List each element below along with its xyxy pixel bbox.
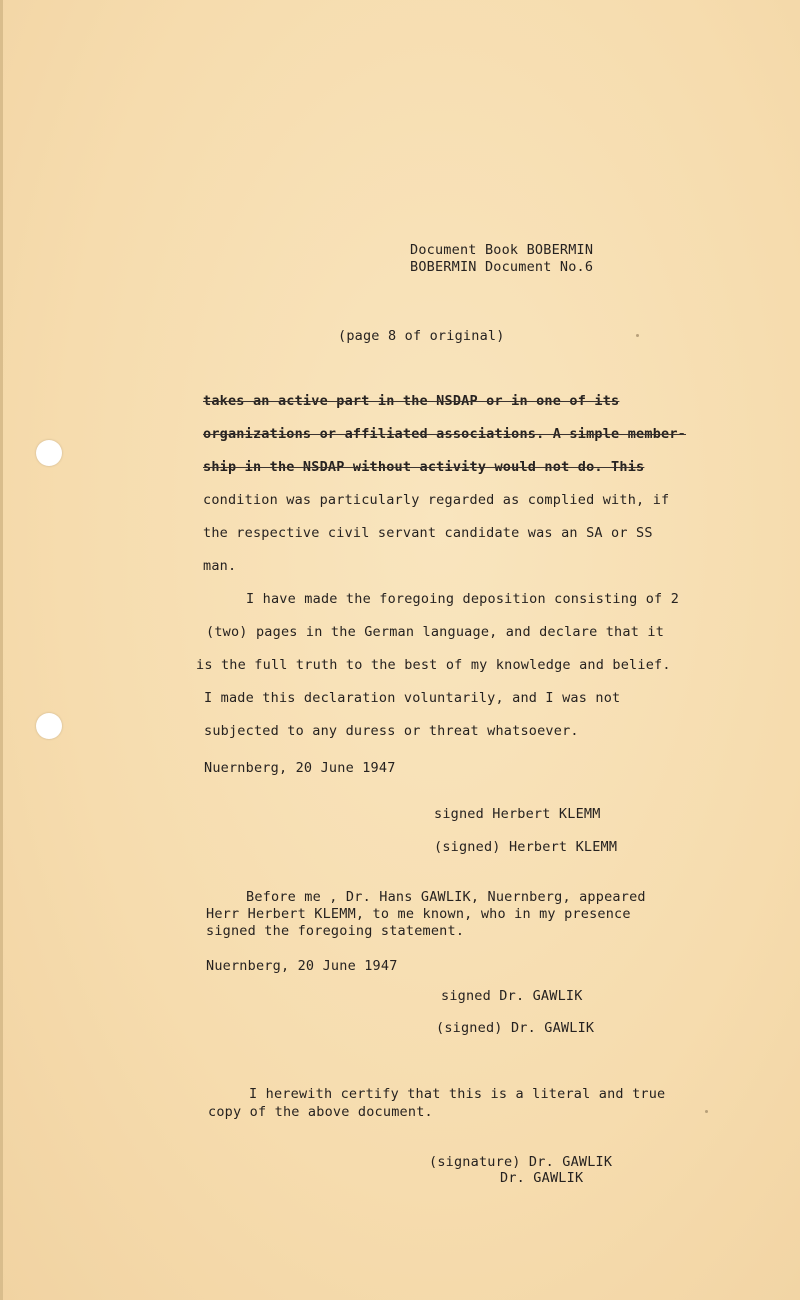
punch-hole	[36, 440, 62, 466]
body-line: condition was particularly regarded as complied with, if	[203, 492, 670, 508]
page-note: (page 8 of original)	[338, 328, 505, 344]
document-number-header: BOBERMIN Document No.6	[410, 259, 594, 275]
certification-signature: (signature) Dr. GAWLIK	[429, 1154, 613, 1170]
certification-line: I herewith certify that this is a literal and true	[249, 1086, 666, 1102]
declaration-line: is the full truth to the best of my knowledge and belief.	[196, 657, 671, 673]
notary-line: Before me , Dr. Hans GAWLIK, Nuernberg, appeared	[246, 889, 646, 905]
signed-line: signed Herbert KLEMM	[434, 806, 601, 822]
paper-speck	[636, 334, 639, 337]
certification-line: copy of the above document.	[208, 1104, 433, 1120]
paper-speck	[705, 1110, 708, 1113]
struck-line: organizations or affiliated associations. A simple member-	[203, 426, 687, 442]
struck-line: ship in the NSDAP without activity would not do. This	[203, 459, 645, 475]
notary-place-date: Nuernberg, 20 June 1947	[206, 958, 398, 974]
declaration-line: subjected to any duress or threat whatsoever.	[204, 723, 579, 739]
place-date: Nuernberg, 20 June 1947	[204, 760, 396, 776]
struck-line: takes an active part in the NSDAP or in one of its	[203, 393, 620, 409]
declaration-line: (two) pages in the German language, and declare that it	[206, 624, 665, 640]
notary-signed: signed Dr. GAWLIK	[441, 988, 583, 1004]
declaration-line: I have made the foregoing deposition consisting of 2	[246, 591, 680, 607]
page-edge	[0, 0, 3, 1300]
declaration-line: I made this declaration voluntarily, and I was not	[204, 690, 621, 706]
notary-signed-paren: (signed) Dr. GAWLIK	[436, 1020, 595, 1036]
signed-paren-line: (signed) Herbert KLEMM	[434, 839, 618, 855]
document-book-header: Document Book BOBERMIN	[410, 242, 594, 258]
punch-hole	[36, 713, 62, 739]
notary-line: signed the foregoing statement.	[206, 923, 465, 939]
body-line: the respective civil servant candidate was an SA or SS	[203, 525, 653, 541]
certification-name: Dr. GAWLIK	[500, 1170, 584, 1186]
body-line: man.	[203, 558, 237, 574]
notary-line: Herr Herbert KLEMM, to me known, who in my presence	[206, 906, 631, 922]
